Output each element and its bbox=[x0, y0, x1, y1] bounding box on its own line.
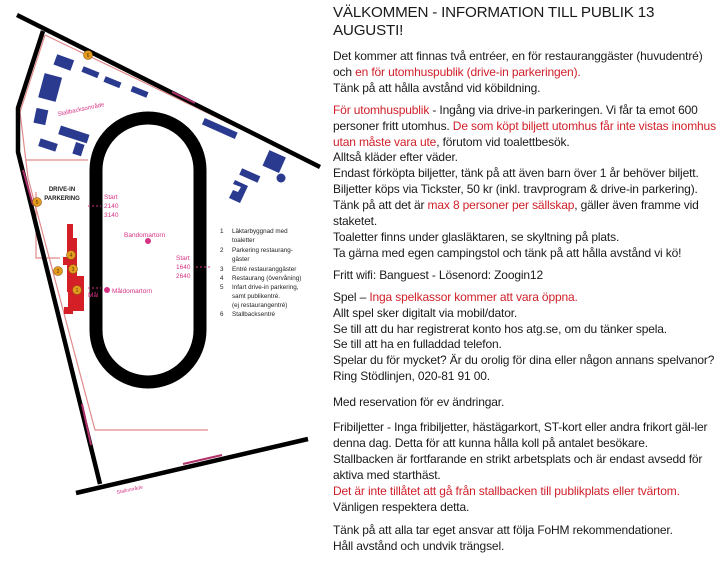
legend-item-5 bbox=[220, 284, 299, 309]
svg-text:Parkering restaurang-: Parkering restaurang- bbox=[232, 247, 293, 254]
text: Tänk på att alla tar eget ansvar att följa FoHM rekommendationer. bbox=[333, 523, 673, 538]
svg-text:2640: 2640 bbox=[176, 273, 191, 280]
text: Allt spel sker digitalt via mobil/dator. bbox=[333, 305, 518, 320]
text: Spelar du för mycket? Är du orolig för dina eller någon annans spelvanor? bbox=[333, 353, 715, 368]
fohm-paragraph bbox=[333, 523, 721, 555]
start-label-a bbox=[104, 194, 119, 219]
reservation-note: Med reservation för ev ändringar. bbox=[333, 395, 505, 410]
text: - Ingång via drive-in parkeringen. Vi får ta emot 600 personer fritt utomhus. bbox=[333, 102, 698, 133]
svg-text:5: 5 bbox=[220, 284, 224, 291]
outdoor-paragraph bbox=[333, 103, 721, 262]
drive-in-label-2: PARKERING bbox=[44, 196, 80, 202]
highlight-text: Inga spelkassor kommer att vara öppna. bbox=[369, 289, 578, 304]
legend-item-6 bbox=[220, 311, 276, 318]
race-track bbox=[96, 118, 200, 382]
svg-text:6: 6 bbox=[86, 53, 90, 59]
marker-4 bbox=[67, 251, 76, 260]
mal-label: Mål bbox=[88, 292, 99, 299]
marker-2 bbox=[54, 267, 63, 276]
svg-text:samt publikentré.: samt publikentré. bbox=[232, 293, 280, 300]
stallomrade-label: Stallområde bbox=[116, 484, 144, 496]
text: Tänk på att det är bbox=[333, 198, 428, 213]
maldomartorn-dot bbox=[104, 287, 110, 293]
stallbacken-label: Stallbacksområde bbox=[57, 102, 106, 118]
marker-3 bbox=[69, 265, 78, 274]
svg-text:Entré restauranggäster: Entré restauranggäster bbox=[232, 266, 297, 273]
bandomartorn-label: Bandomartorn bbox=[124, 232, 166, 239]
free-tickets-paragraph bbox=[333, 420, 721, 515]
svg-text:gäster: gäster bbox=[232, 256, 250, 263]
svg-text:6: 6 bbox=[220, 311, 224, 318]
legend-item-2 bbox=[220, 247, 293, 263]
highlight-text: De som köpt biljett utomhus får inte vistas inomhus utan måste vara ute bbox=[333, 118, 716, 149]
svg-text:1: 1 bbox=[220, 228, 224, 235]
highlight-text: För utomhuspublik bbox=[333, 102, 430, 117]
text: Toaletter finns under glasläktaren, se skyltning på plats. bbox=[333, 229, 620, 244]
road-south bbox=[76, 439, 308, 493]
svg-text:toaletter: toaletter bbox=[232, 237, 255, 244]
svg-text:3: 3 bbox=[71, 267, 75, 273]
highlight-text: Det är inte tillåtet att gå från stallbacken till publikplats eller tvärtom. bbox=[333, 483, 680, 498]
start-label-b bbox=[176, 255, 191, 280]
text: Biljetter köps via Tickster, 50 kr (inkl. travprogram & drive-in parkering). bbox=[333, 182, 698, 197]
svg-text:(ej restaurangentré): (ej restaurangentré) bbox=[232, 302, 288, 309]
text: Se till att du har registrerat konto hos atg.se, om du tänker spela. bbox=[333, 321, 667, 336]
map-legend bbox=[220, 228, 301, 318]
highlight-text: en för utomhuspublik (drive-in parkeringen). bbox=[355, 64, 581, 79]
svg-text:Start: Start bbox=[176, 255, 190, 262]
marker-6 bbox=[84, 51, 93, 60]
svg-text:1640: 1640 bbox=[176, 264, 191, 271]
drive-in-label-1: DRIVE-IN bbox=[48, 187, 76, 193]
svg-text:1: 1 bbox=[75, 288, 79, 294]
page-title: VÄLKOMMEN - INFORMATION TILL PUBLIK 13 AUGUSTI! bbox=[333, 4, 655, 39]
text: Stallbacken är fortfarande en strikt arbetsplats och är endast avsedd för aktiva med starthäst. bbox=[333, 451, 703, 482]
svg-text:Start: Start bbox=[104, 194, 118, 201]
highlight-text: max 8 personer per sällskap bbox=[427, 198, 575, 213]
road-north bbox=[17, 15, 320, 167]
svg-text:Restaurang (övervåning): Restaurang (övervåning) bbox=[232, 275, 302, 282]
svg-text:Infart drive-in parkering,: Infart drive-in parkering, bbox=[232, 284, 299, 291]
info-panel bbox=[333, 4, 721, 561]
legend-item-4 bbox=[220, 274, 301, 282]
text: Fribiljetter - Inga fribiljetter, hästägarkort, ST-kort eller andra frikort gäl-ler denna dag. Detta för att kunna hålla koll på antalet besökare. bbox=[333, 420, 708, 450]
text: Tänk på att hålla avstånd vid köbildning. bbox=[333, 80, 541, 95]
svg-text:3140: 3140 bbox=[104, 212, 119, 219]
svg-text:3: 3 bbox=[220, 266, 224, 273]
legend-item-1 bbox=[220, 228, 288, 244]
entrances-paragraph bbox=[333, 49, 721, 97]
venue-map bbox=[0, 0, 325, 511]
betting-paragraph bbox=[333, 290, 721, 385]
text: , gäller även framme vid staketet. bbox=[333, 198, 699, 229]
svg-text:2: 2 bbox=[56, 269, 60, 275]
text: Spel – bbox=[333, 289, 370, 304]
marker-5 bbox=[33, 198, 42, 207]
svg-text:4: 4 bbox=[69, 253, 73, 259]
svg-text:2140: 2140 bbox=[104, 203, 119, 210]
text: Ta gärna med egen campingstol och tänk på att hålla avstånd vi kö! bbox=[333, 245, 682, 260]
svg-text:2: 2 bbox=[220, 247, 224, 254]
text: , förutom vid toalettbesök. bbox=[436, 134, 570, 149]
roads bbox=[17, 15, 320, 493]
text: Det kommer att finnas två entréer, en för restauranggäster (huvudentré) och bbox=[333, 49, 703, 79]
legend-item-3 bbox=[220, 266, 296, 273]
marker-1 bbox=[73, 286, 82, 295]
text: Se till att ha en fulladdad telefon. bbox=[333, 337, 502, 352]
svg-text:Läktarbyggnad med: Läktarbyggnad med bbox=[232, 228, 288, 235]
text: Vänligen respektera detta. bbox=[333, 499, 470, 514]
svg-text:5: 5 bbox=[35, 200, 39, 206]
text: Håll avstånd och undvik trängsel. bbox=[333, 539, 505, 554]
text: Endast förköpta biljetter, tänk på att även barn över 1 år behöver biljett. bbox=[333, 166, 699, 181]
maldomartorn-label: Måldomartorn bbox=[112, 288, 153, 295]
text: Alltså kläder efter väder. bbox=[333, 150, 458, 165]
svg-text:4: 4 bbox=[220, 275, 224, 282]
text: Ring Stödlinjen, 020-81 91 00. bbox=[333, 369, 490, 384]
wifi-info: Fritt wifi: Banguest - Lösenord: Zoogin12 bbox=[333, 267, 543, 282]
svg-text:Stallbacksentré: Stallbacksentré bbox=[232, 311, 276, 318]
